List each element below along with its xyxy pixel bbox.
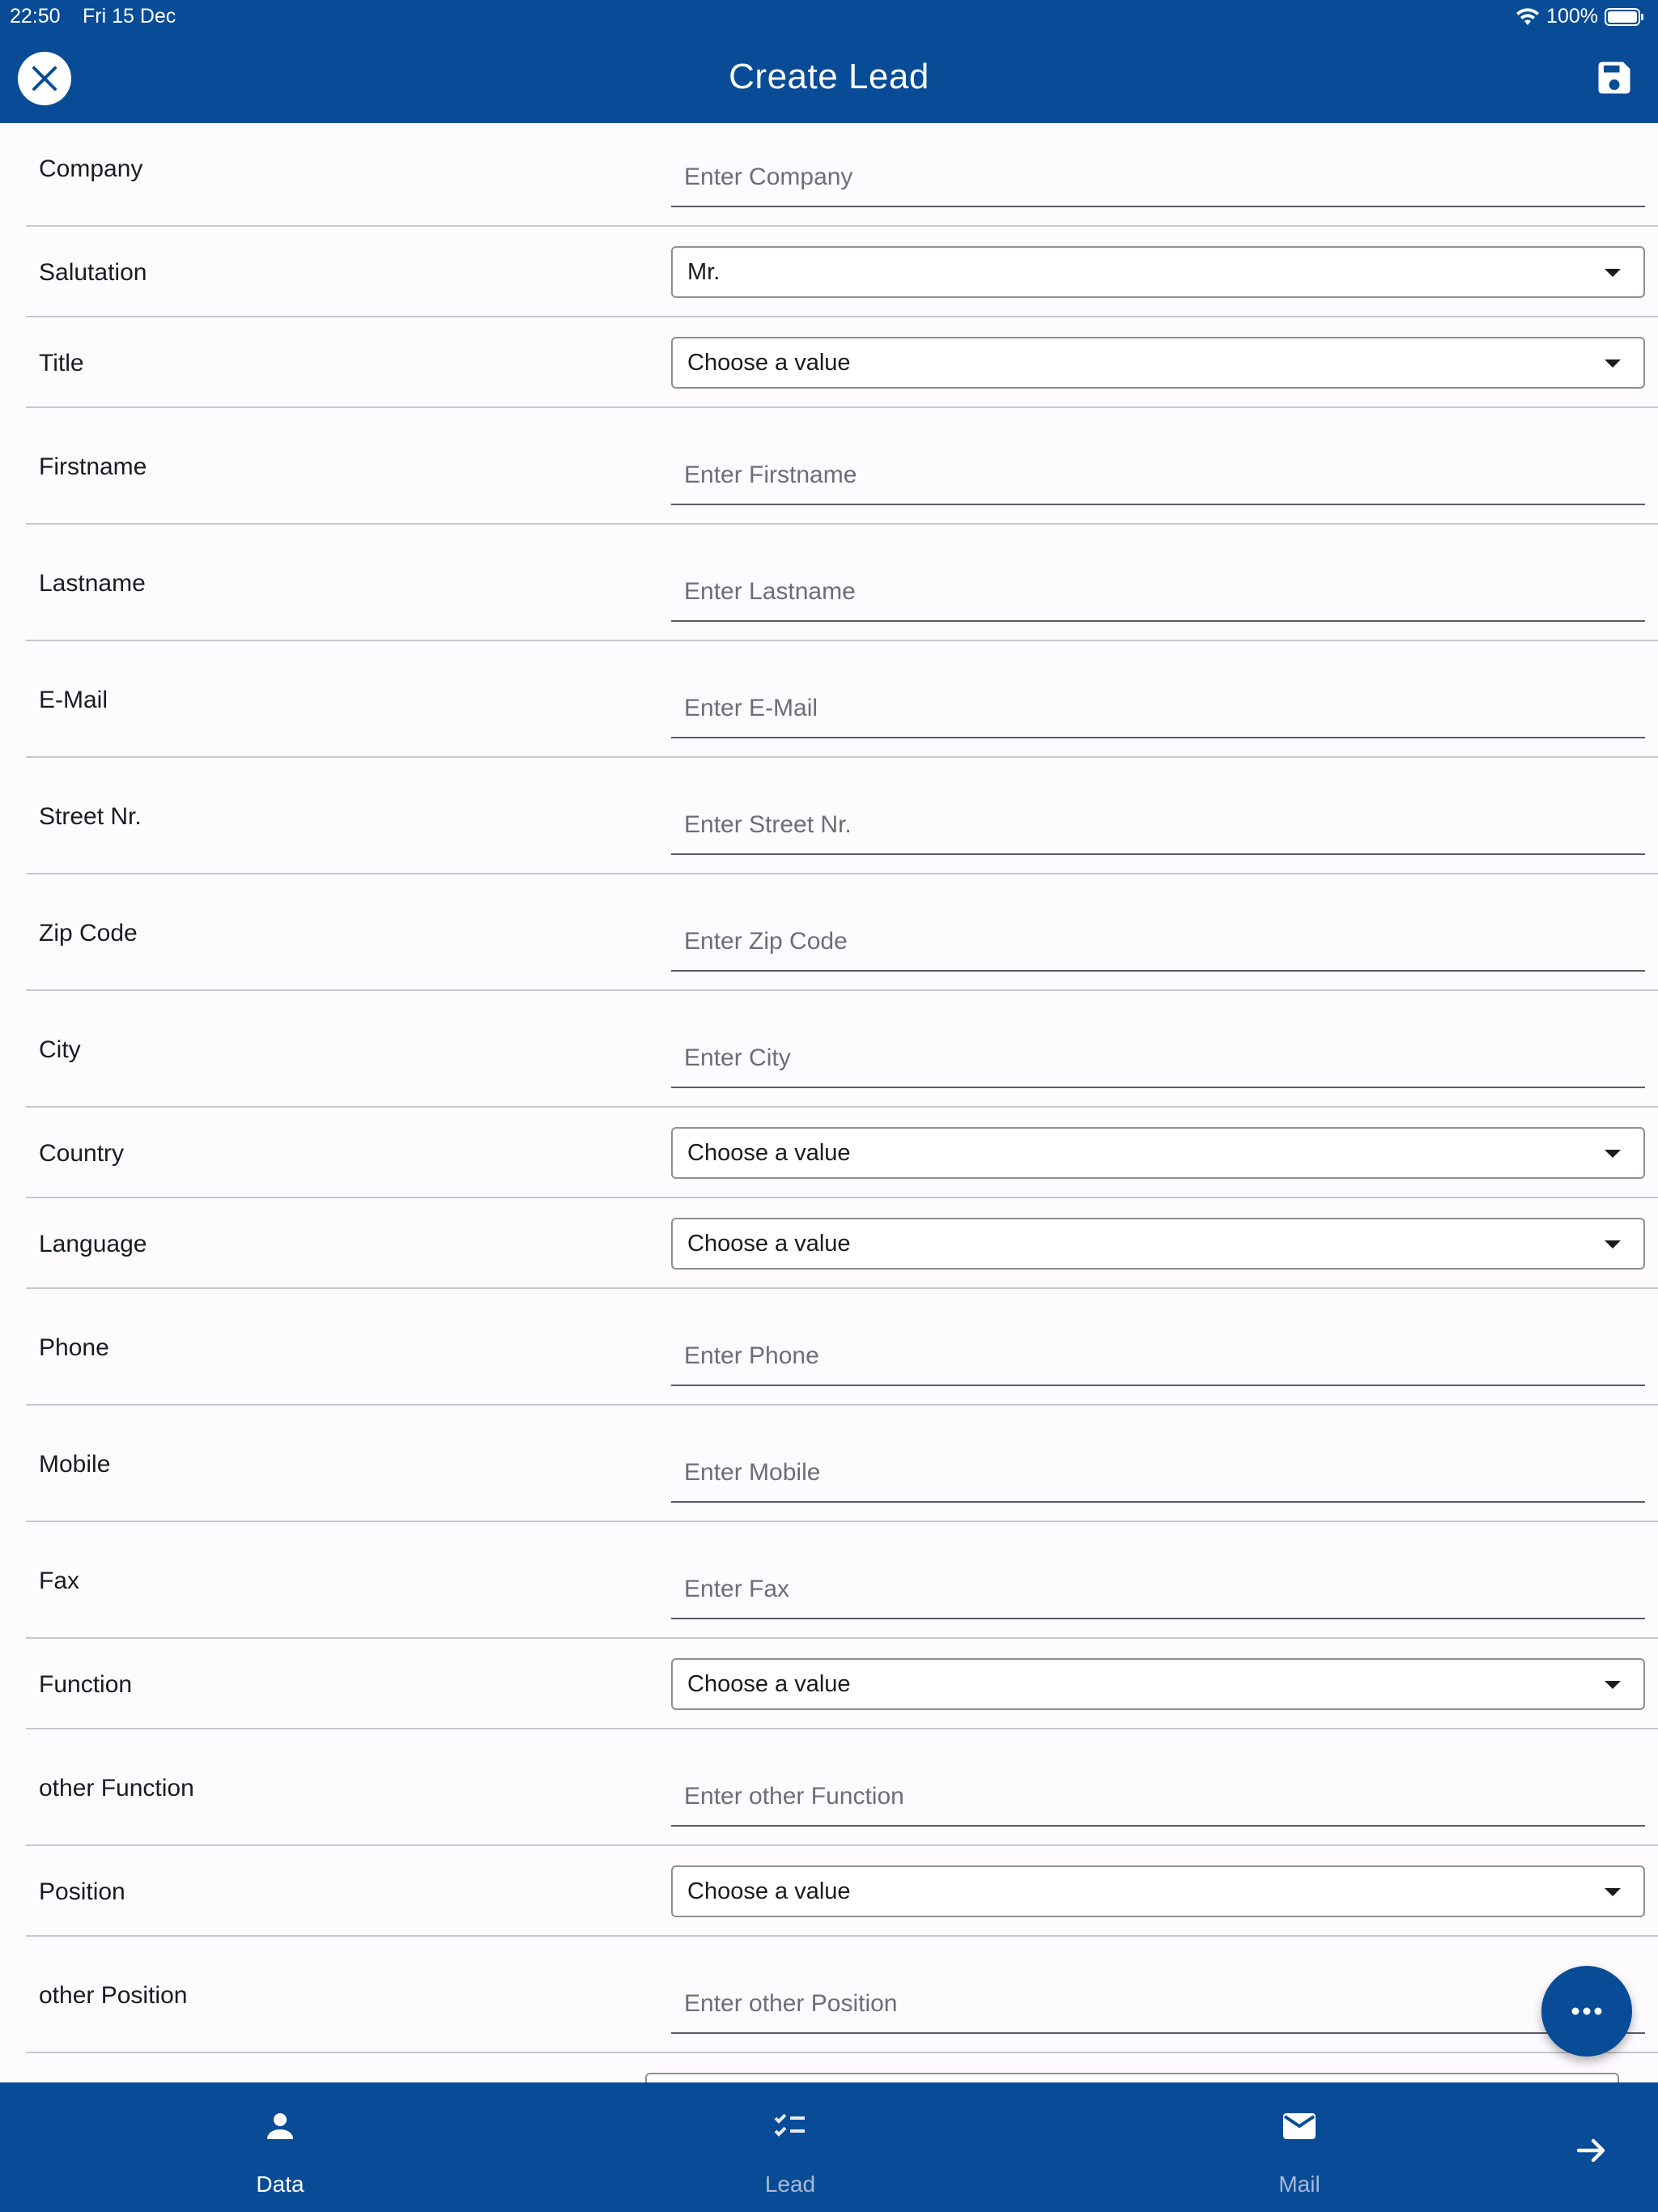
form-row-country	[26, 1108, 1658, 1198]
nav-item-mail[interactable]	[1178, 2082, 1421, 2212]
nav-label-mail: Mail	[1278, 2172, 1320, 2197]
save-button[interactable]	[1593, 57, 1635, 99]
more-actions-button[interactable]	[1541, 1966, 1632, 2057]
city-label: City	[39, 1036, 81, 1063]
other-position-label: other Position	[39, 1982, 188, 2009]
firstname-input[interactable]	[671, 447, 1645, 505]
battery-icon	[1605, 7, 1645, 27]
other-function-input[interactable]	[671, 1768, 1645, 1827]
next-field-select-partial[interactable]	[645, 2073, 1619, 2082]
chevron-down-icon	[1605, 1888, 1621, 1896]
form-row-company	[26, 123, 1658, 227]
form-row-other-position	[26, 1937, 1658, 2053]
title-label: Title	[39, 350, 84, 376]
form-row-zip	[26, 874, 1658, 991]
mail-icon	[1280, 2107, 1319, 2146]
nav-item-lead[interactable]	[669, 2082, 912, 2212]
lastname-input[interactable]	[671, 564, 1645, 622]
next-step-button[interactable]	[1572, 2131, 1611, 2170]
form-row-other-function	[26, 1729, 1658, 1846]
title-value: Choose a value	[687, 350, 851, 376]
zip-label: Zip Code	[39, 920, 138, 946]
checklist-icon	[771, 2107, 810, 2146]
chevron-down-icon	[1605, 359, 1621, 368]
function-select[interactable]	[671, 1658, 1645, 1710]
nav-label-data: Data	[256, 2172, 304, 2197]
company-input[interactable]	[671, 149, 1645, 207]
more-horizontal-icon	[1571, 2006, 1603, 2016]
country-select[interactable]	[671, 1127, 1645, 1179]
function-label: Function	[39, 1671, 133, 1698]
form-row-email	[26, 641, 1658, 758]
language-label: Language	[39, 1231, 147, 1257]
phone-label: Phone	[39, 1334, 109, 1361]
bottom-navigation	[0, 2082, 1658, 2212]
form-row-language	[26, 1198, 1658, 1289]
person-icon	[261, 2107, 300, 2146]
zip-input[interactable]	[671, 913, 1645, 972]
email-label: E-Mail	[39, 687, 108, 713]
status-indicators	[1516, 5, 1645, 28]
salutation-value: Mr.	[687, 259, 721, 285]
street-input[interactable]	[671, 797, 1645, 855]
form-row-city	[26, 991, 1658, 1108]
position-label: Position	[39, 1878, 125, 1905]
country-label: Country	[39, 1140, 125, 1167]
salutation-label: Salutation	[39, 259, 147, 286]
email-input[interactable]	[671, 680, 1645, 738]
mobile-input[interactable]	[671, 1444, 1645, 1503]
chevron-down-icon	[1605, 269, 1621, 277]
country-value: Choose a value	[687, 1140, 851, 1166]
nav-label-lead: Lead	[764, 2172, 816, 2197]
language-value: Choose a value	[687, 1231, 851, 1257]
salutation-select[interactable]	[671, 246, 1645, 298]
status-date: Fri 15 Dec	[83, 5, 176, 28]
form-row-fax	[26, 1522, 1658, 1639]
other-position-input[interactable]	[671, 1976, 1645, 2034]
save-icon	[1593, 57, 1635, 99]
lastname-label: Lastname	[39, 570, 146, 597]
chevron-down-icon	[1605, 1240, 1621, 1249]
lead-form	[0, 123, 1658, 2082]
title-select[interactable]	[671, 337, 1645, 389]
app-header	[0, 0, 1658, 123]
form-row-mobile	[26, 1406, 1658, 1522]
battery-percent: 100%	[1546, 5, 1598, 28]
page-title: Create Lead	[729, 57, 929, 96]
form-row-firstname	[26, 408, 1658, 525]
fax-input[interactable]	[671, 1561, 1645, 1619]
position-value: Choose a value	[687, 1878, 851, 1904]
language-select[interactable]	[671, 1218, 1645, 1270]
form-row-function	[26, 1639, 1658, 1729]
form-row-position	[26, 1846, 1658, 1937]
fax-label: Fax	[39, 1568, 80, 1594]
other-function-label: other Function	[39, 1775, 194, 1802]
chevron-down-icon	[1605, 1681, 1621, 1689]
nav-item-data[interactable]	[159, 2082, 402, 2212]
form-row-title	[26, 317, 1658, 408]
arrow-right-icon	[1572, 2131, 1611, 2170]
wifi-icon	[1516, 7, 1540, 27]
mobile-label: Mobile	[39, 1451, 111, 1478]
chevron-down-icon	[1605, 1150, 1621, 1158]
phone-input[interactable]	[671, 1328, 1645, 1386]
company-label: Company	[39, 155, 143, 182]
form-row-lastname	[26, 525, 1658, 641]
street-label: Street Nr.	[39, 803, 142, 830]
city-input[interactable]	[671, 1030, 1645, 1088]
firstname-label: Firstname	[39, 453, 147, 480]
position-select[interactable]	[671, 1865, 1645, 1917]
form-row-phone	[26, 1289, 1658, 1406]
function-value: Choose a value	[687, 1671, 851, 1697]
form-row-street	[26, 758, 1658, 874]
form-row-salutation	[26, 227, 1658, 317]
status-time: 22:50	[10, 5, 61, 28]
